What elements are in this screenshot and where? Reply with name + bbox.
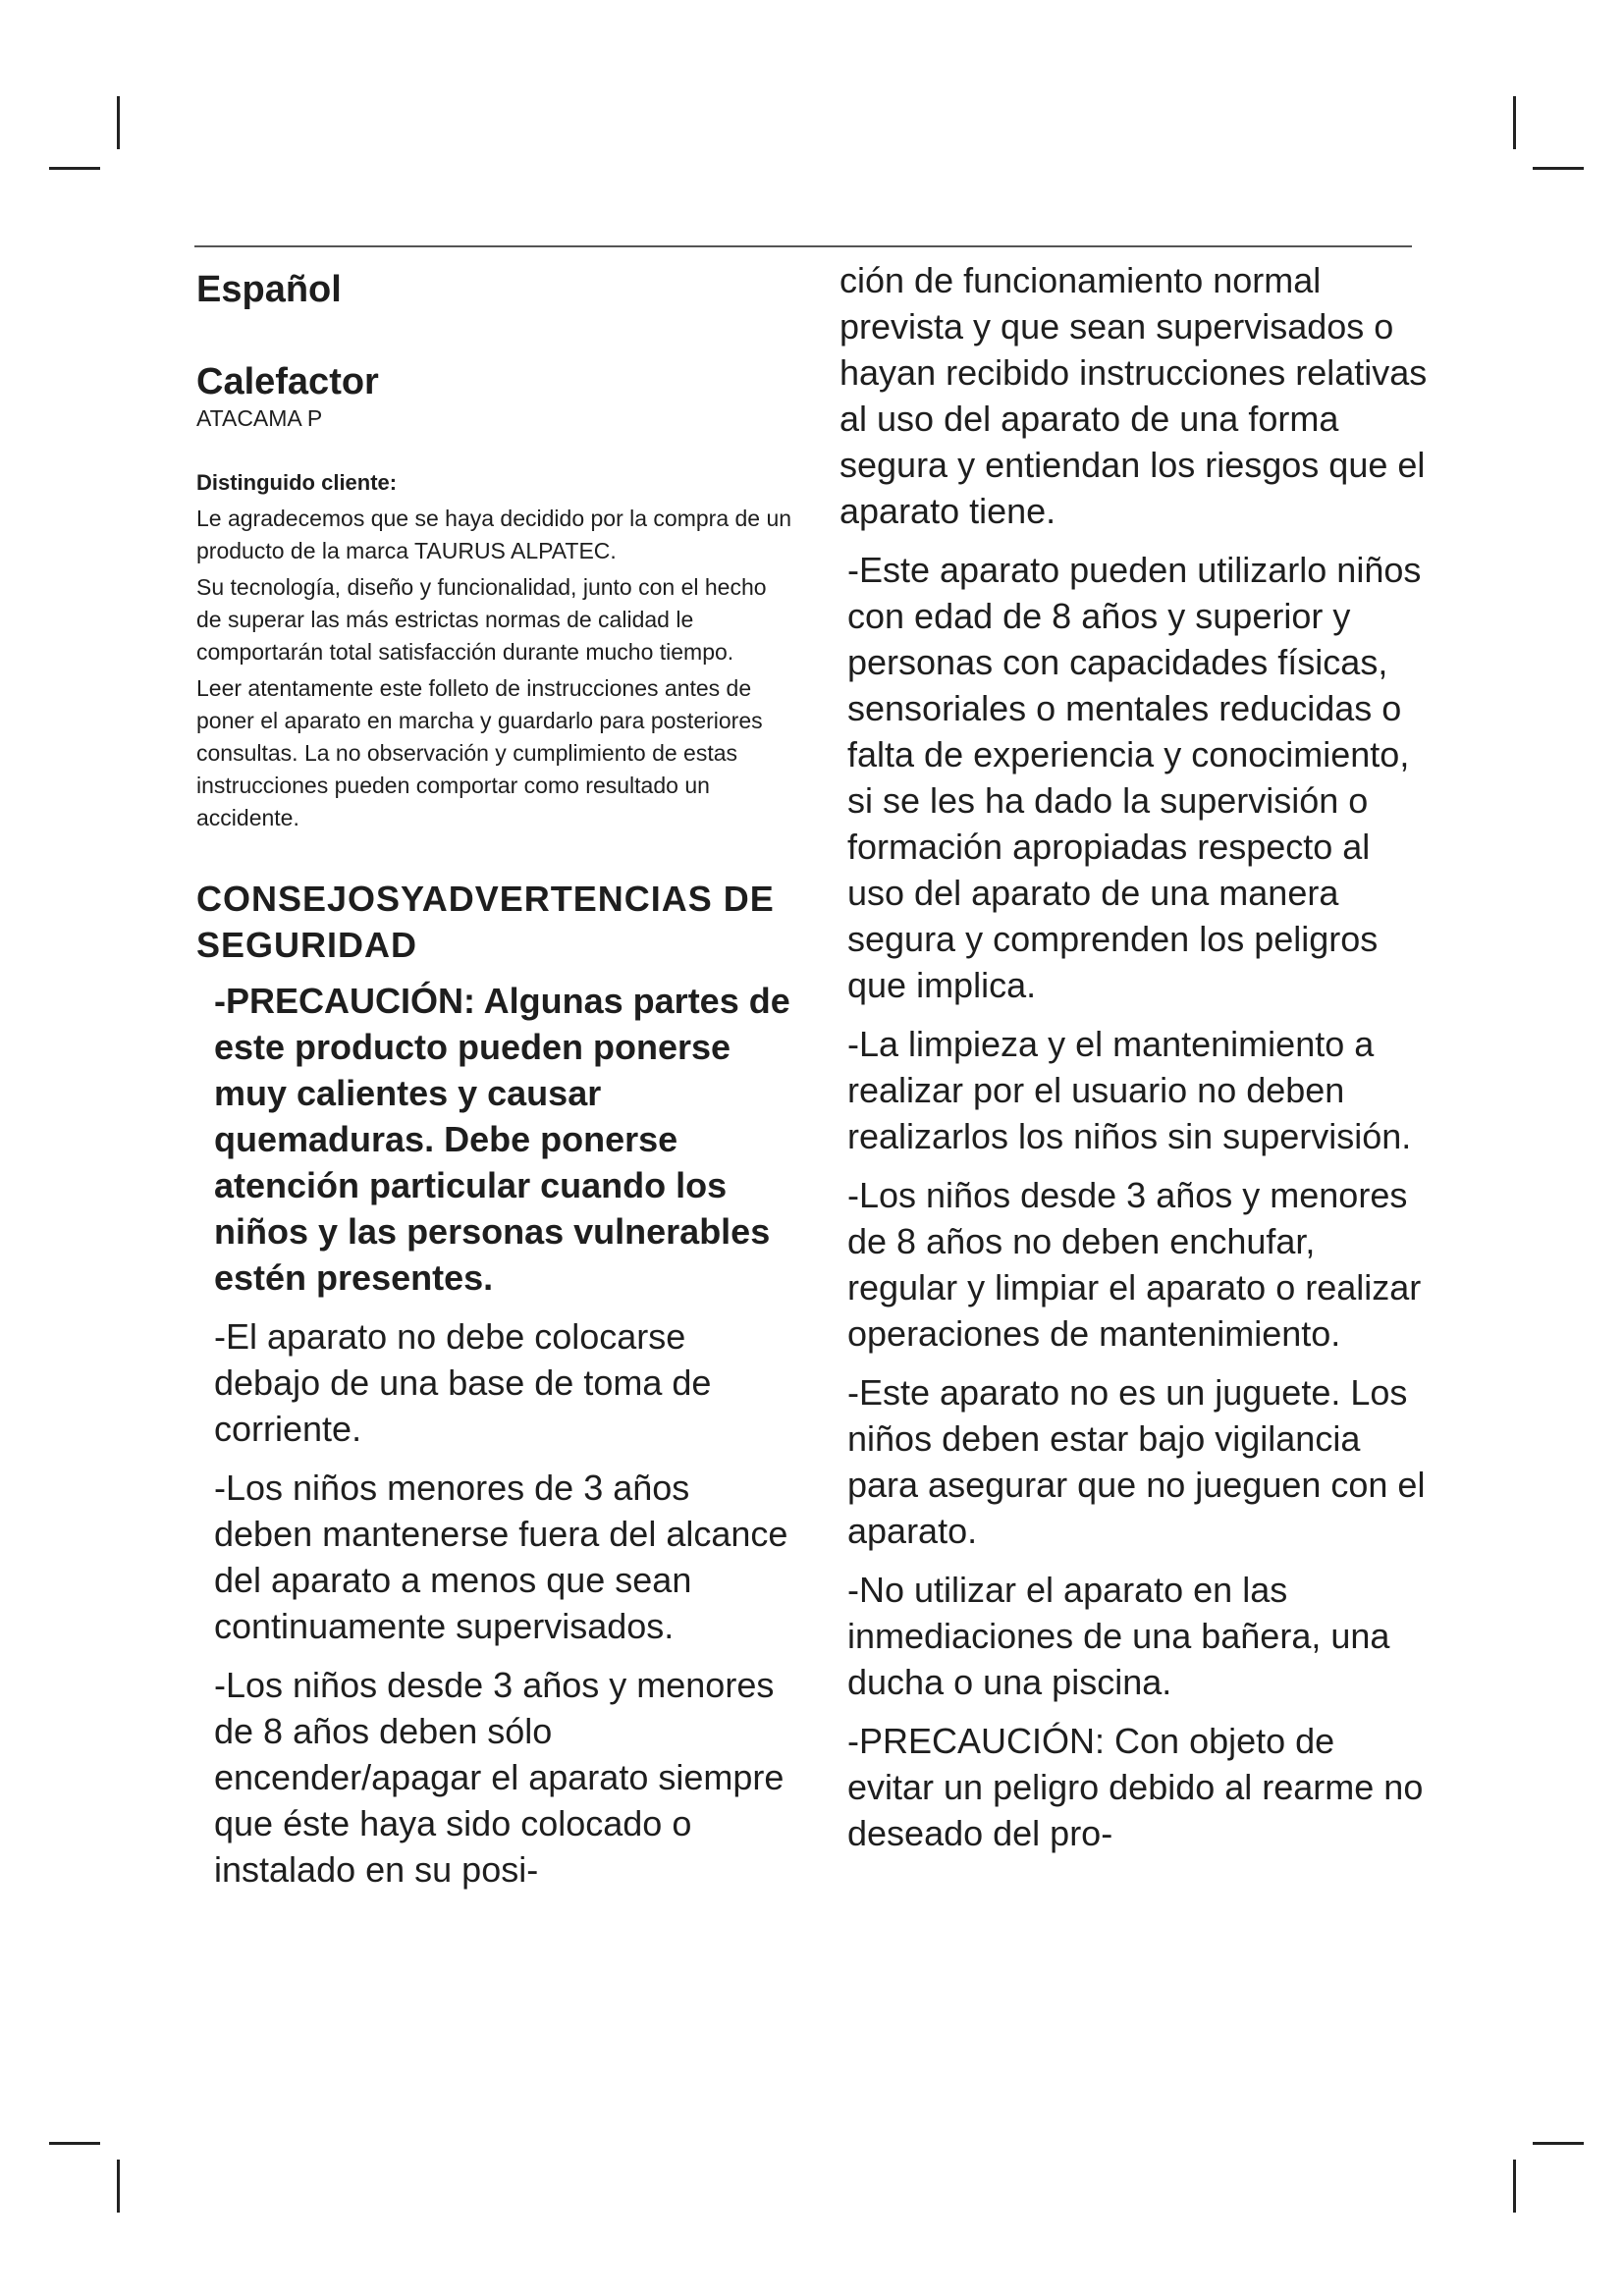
crop-mark-top-right-horizontal [1533,167,1584,170]
product-title: Calefactor [196,361,379,402]
crop-mark-bottom-right-horizontal [1533,2142,1584,2145]
safety-item: -La limpieza y el mantenimiento a realizar por el usuario no deben realizarlos los niños sin supervisión. [847,1024,1412,1156]
language-heading: Español [196,269,342,310]
caution-warning: -PRECAUCIÓN: Algunas partes de este producto pueden ponerse muy calientes y causar quemaduras. Debe ponerse atención particular cuando los niños y las personas vulnerables estén presentes. [214,981,790,1298]
safety-list-left [196,978,795,1893]
safety-item: -El aparato no debe colocarse debajo de una base de toma de corriente. [214,1316,712,1449]
safety-item-continuation: ción de funcionamiento normal prevista y que sean supervisados o hayan recibido instrucciones relativas al uso del aparato de una forma segura y entiendan los riesgos que el aparato tiene. [839,260,1428,531]
safety-item: -Los niños desde 3 años y menores de 8 años no deben enchufar, regular y limpiar el aparato o realizar operaciones de mantenimiento. [847,1175,1422,1354]
crop-mark-top-left-horizontal [49,167,100,170]
right-column [839,257,1429,1869]
safety-item: -PRECAUCIÓN: Con objeto de evitar un peligro debido al rearme no deseado del pro- [847,1721,1424,1853]
safety-item: -No utilizar el aparato en las inmediaciones de una bañera, una ducha o una piscina. [847,1570,1390,1702]
crop-mark-bottom-right-vertical [1513,2160,1516,2213]
crop-mark-top-right-vertical [1513,96,1516,149]
safety-item: -Este aparato pueden utilizarlo niños con edad de 8 años y superior y personas con capacidades físicas, sensoriales o mentales reducidas o falta de experiencia y conocimiento, si se les ha dado la supervisión o formación apropiadas respecto al uso del aparato de una manera segura y comprenden los peligros que implica. [847,550,1422,1005]
safety-section-title: CONSEJOSYADVERTENCIAS DE SEGURIDAD [196,879,775,965]
crop-mark-bottom-left-horizontal [49,2142,100,2145]
safety-list-right [839,257,1429,1856]
greeting: Distinguido cliente: [196,470,398,495]
intro-paragraph: Le agradecemos que se haya decidido por la compra de un producto de la marca TAURUS ALPATEC. [196,506,792,563]
safety-item: -Este aparato no es un juguete. Los niños deben estar bajo vigilancia para asegurar que no jueguen con el aparato. [847,1372,1426,1551]
intro-text [196,503,795,834]
safety-item: -Los niños desde 3 años y menores de 8 años deben sólo encender/apagar el aparato siempre que éste haya sido colocado o instalado en su posi- [214,1665,785,1890]
crop-mark-top-left-vertical [117,96,120,149]
intro-paragraph: Su tecnología, diseño y funcionalidad, junto con el hecho de superar las más estrictas normas de calidad le comportarán total satisfacción durante mucho tiempo. [196,574,767,665]
intro-paragraph: Leer atentamente este folleto de instrucciones antes de poner el aparato en marcha y guardarlo para posteriores consultas. La no observación y cumplimiento de estas instrucciones pueden comportar como resultado un accidente. [196,675,763,830]
header-rule [194,245,1412,247]
model-name: ATACAMA P [196,405,323,431]
safety-item: -Los niños menores de 3 años deben mantenerse fuera del alcance del aparato a menos que sean continuamente supervisados. [214,1468,788,1646]
crop-mark-bottom-left-vertical [117,2160,120,2213]
left-column [196,257,795,1905]
